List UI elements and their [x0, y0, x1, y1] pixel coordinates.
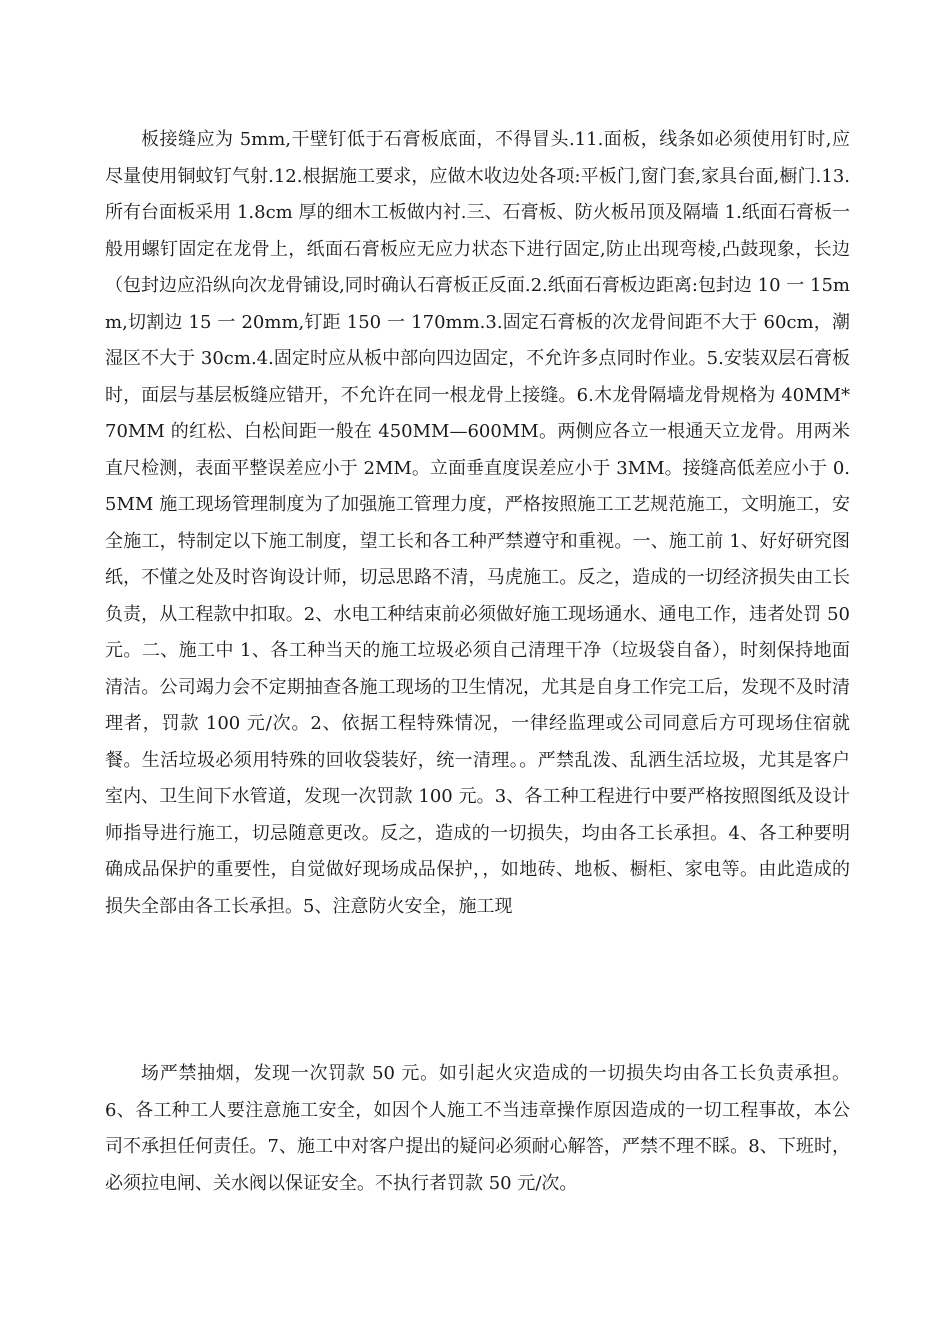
body-paragraph-1: 板接缝应为 5mm,干壁钉低于石膏板底面，不得冒头.11.面板，线条如必须使用钉时,应尽量使用铜蚊钉气射.12.根据施工要求，应做木收边处各项:平板门,窗门套,家具台面,橱门.13.所有台面板采用 1.8cm 厚的细木工板做内衬.三、石膏板、防火板吊顶及隔墙 1.纸面石膏板一般用螺钉固定在龙骨上，纸面石膏板应无应力状态下进行固定,防止出现弯棱,凸鼓现象，长边（包封边应沿纵向次龙骨铺设,同时确认石膏板正反面.2.纸面石膏板边距离:包封边 10 一 15mm,切割边 15 一 20mm,钉距 150 一 170mm.3.固定石膏板的次龙骨间距不大于 60cm，潮湿区不大于 30cm.4.固定时应从板中部向四边固定，不允许多点同时作业。5.安装双层石膏板时，面层与基层板缝应错开，不允许在同一根龙骨上接缝。6.木龙骨隔墙龙骨规格为 40MM*70MM 的红松、白松间距一般在 450MM—600MM。两侧应各立一根通天立龙骨。用两米直尺检测，表面平整误差应小于 2MM。立面垂直度误差应小于 3MM。接缝高低差应小于 0.5MM 施工现场管理制度为了加强施工管理力度，严格按照施工工艺规范施工，文明施工，安全施工，特制定以下施工制度，望工长和各工种严禁遵守和重视。一、施工前 1、好好研究图纸，不懂之处及时咨询设计师，切忌思路不清，马虎施工。反之，造成的一切经济损失由工长负责，从工程款中扣取。2、水电工种结束前必须做好施工现场通水、通电工作，违者处罚 50 元。二、施工中 1、各工种当天的施工垃圾必须自己清理干净（垃圾袋自备），时刻保持地面清洁。公司竭力会不定期抽查各施工现场的卫生情况，尤其是自身工作完工后，发现不及时清理者，罚款 100 元/次。2、依据工程特殊情况，一律经监理或公司同意后方可现场住宿就餐。生活垃圾必须用特殊的回收袋装好，统一清理。。严禁乱泼、乱洒生活垃圾，尤其是客户室内、卫生间下水管道，发现一次罚款 100 元。3、各工种工程进行中要严格按照图纸及设计师指导进行施工，切忌随意更改。反之，造成的一切损失，均由各工长承担。4、各工种要明确成品保护的重要性，自觉做好现场成品保护，，如地砖、地板、橱柜、家电等。由此造成的损失全部由各工长承担。5、注意防火安全，施工现: [105, 129, 850, 917]
body-paragraph-2: 场严禁抽烟，发现一次罚款 50 元。如引起火灾造成的一切损失均由各工长负责承担。6、各工种工人要注意施工安全，如因个人施工不当违章操作原因造成的一切工程事故，本公司不承担任何责任。7、施工中对客户提出的疑问必须耐心解答，严禁不理不睬。8、下班时，必须拉电闸、关水阀以保证安全。不执行者罚款 50 元/次。: [105, 1063, 850, 1194]
